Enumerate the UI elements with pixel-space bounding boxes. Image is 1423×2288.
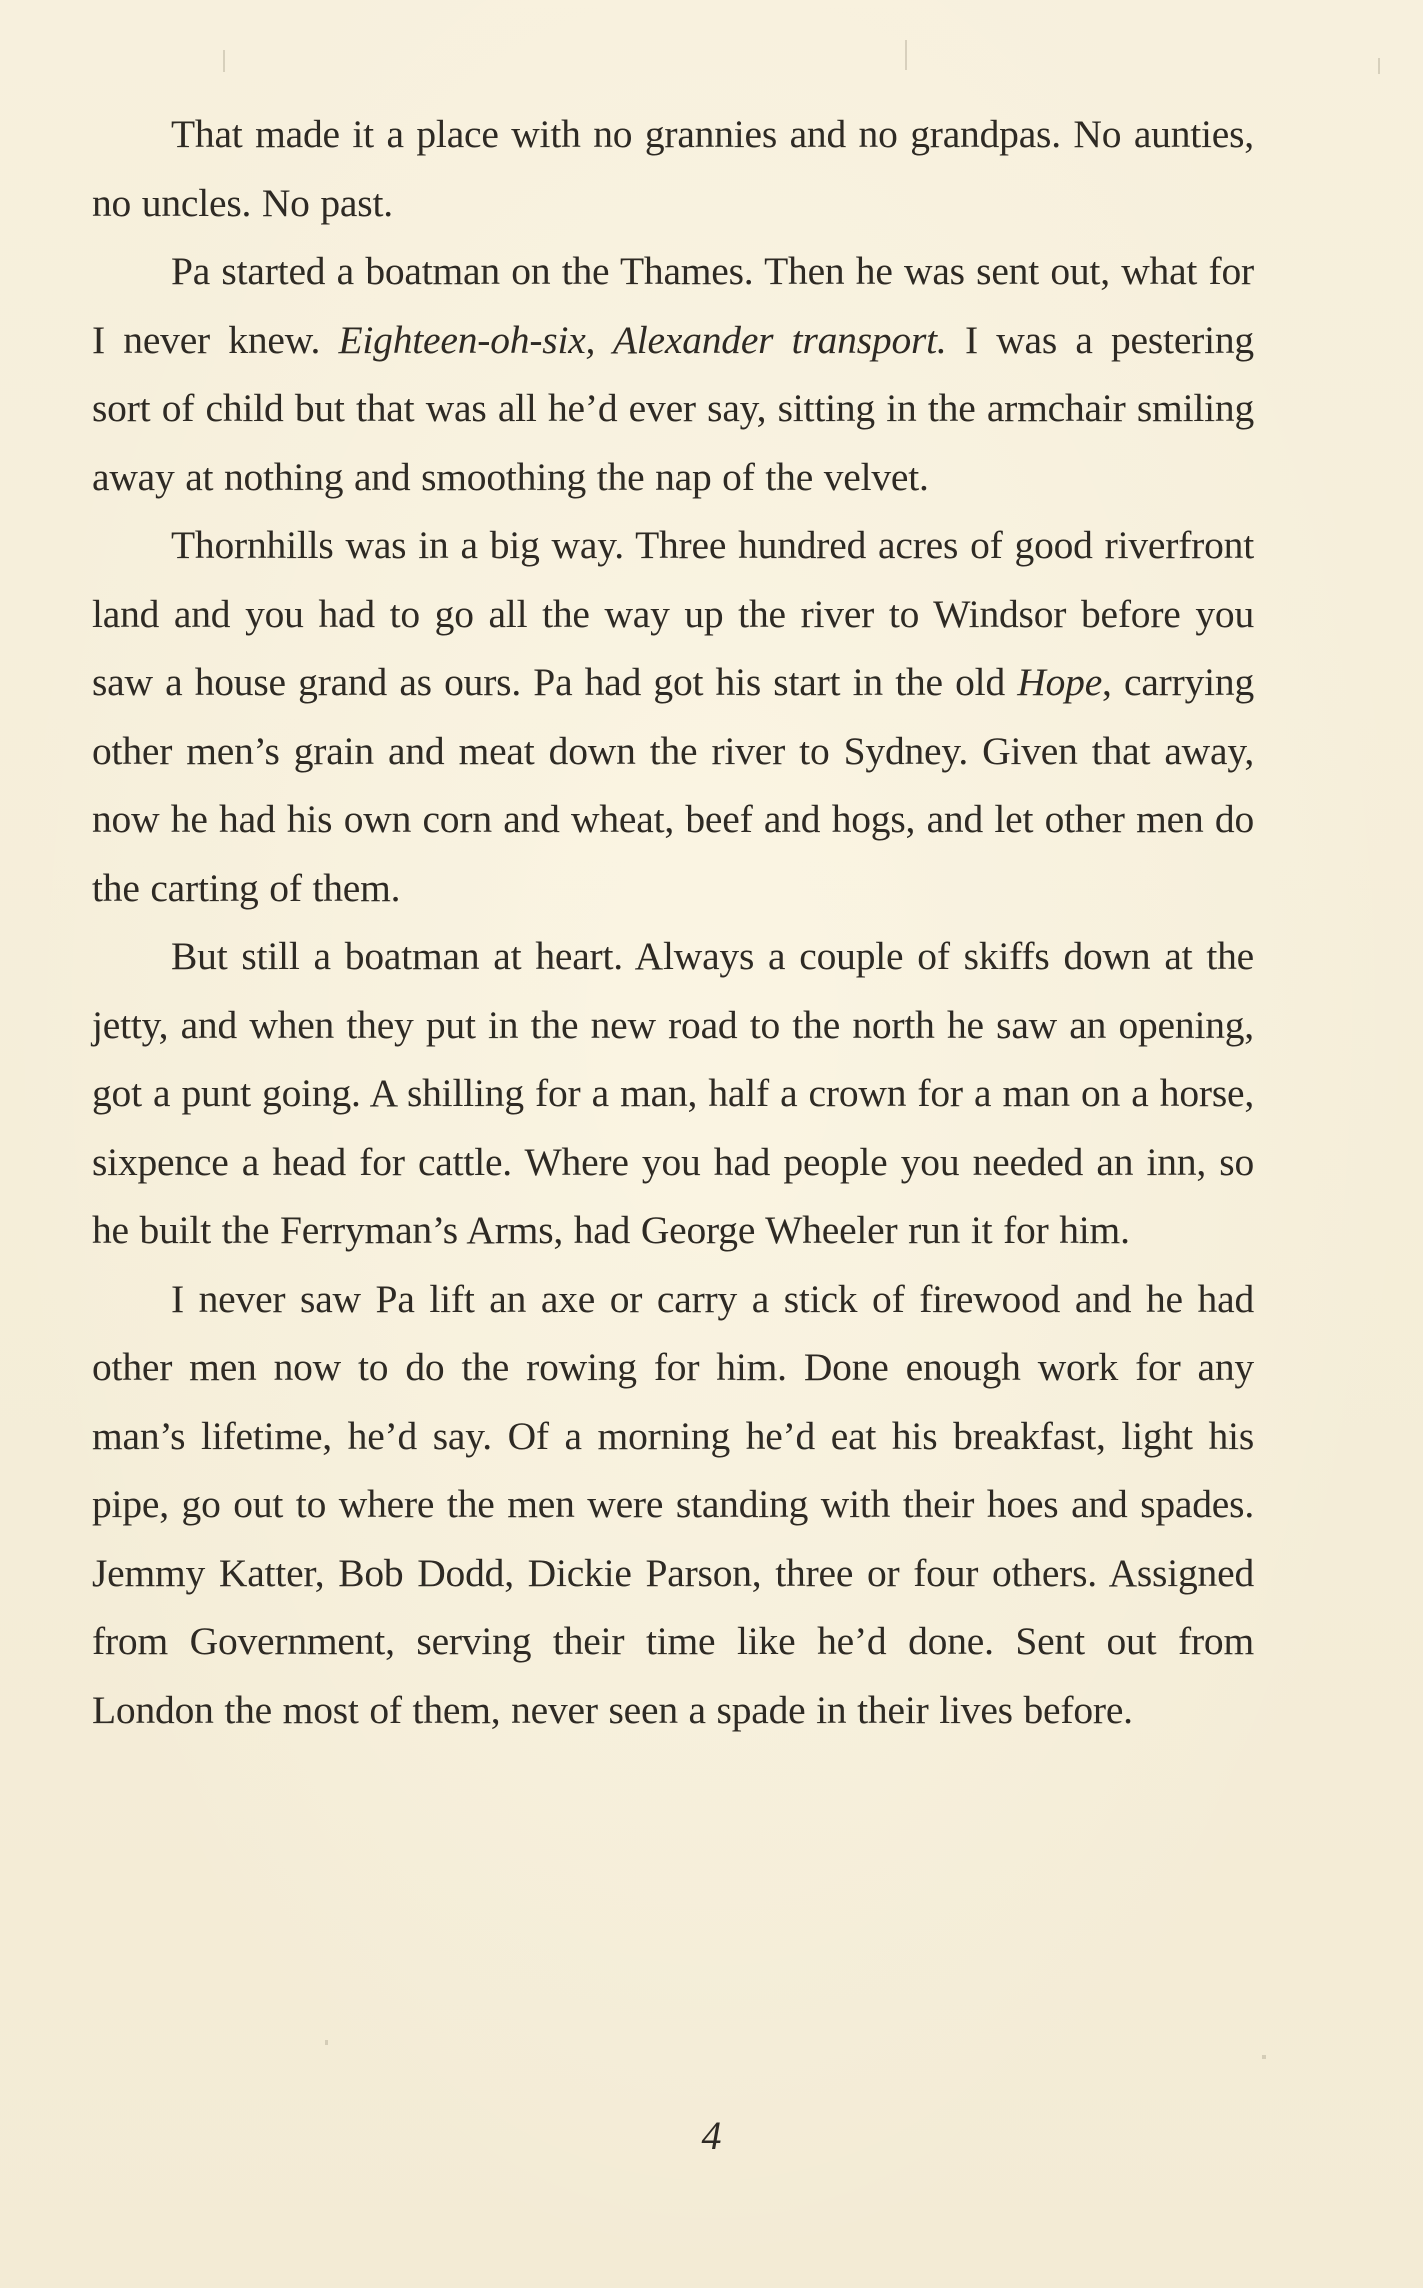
text-run: Pa started a boatman on the Thames. Then he was sent out, what for I never knew. bbox=[92, 249, 1254, 362]
text-run: I was a pestering sort of child but that was all he’d ever say, sitting in the armchair smiling away at nothing and smoothing the nap of the velvet. bbox=[92, 317, 1254, 499]
paper-speck bbox=[1262, 2055, 1266, 2059]
paragraph bbox=[92, 1265, 1254, 1745]
paper-speck bbox=[905, 40, 907, 70]
paragraph bbox=[92, 922, 1254, 1265]
italic-text: Hope bbox=[1017, 660, 1103, 704]
italic-text: Eighteen-oh-six, Alexander transport. bbox=[338, 317, 947, 362]
page-number: 4 bbox=[701, 2113, 722, 2158]
paragraph bbox=[92, 237, 1254, 511]
text-run: I never saw Pa lift an axe or carry a stick of firewood and he had other men now to do the rowing for him. Done enough work for any man’s lifetime, he’d say. Of a morning he’d eat his breakfast, light his pipe, go out to where the men were standing with their hoes and spades. Jemmy Katter, Bob Dodd, Dickie Parson, three or four others. Assigned from Government, serving their time like he’d done. Sent out from London the most of them, never seen a spade in their lives before. bbox=[92, 1276, 1254, 1732]
paragraph bbox=[92, 100, 1254, 237]
text-run: Thornhills was in a big way. Three hundred acres of good riverfront land and you had to go all the way up the river to Windsor before you saw a house grand as ours. Pa had got his start in the old bbox=[92, 523, 1254, 704]
paper-speck bbox=[223, 50, 225, 72]
paper-speck bbox=[325, 2040, 328, 2045]
text-run: That made it a place with no grannies and no grandpas. No aunties, no uncles. No past. bbox=[92, 112, 1254, 225]
text-run: But still a boatman at heart. Always a couple of skiffs down at the jetty, and when they put in the new road to the north he saw an opening, got a punt going. A shilling for a man, half a crown for a man on a horse, sixpence a head for cattle. Where you had people you needed an inn, so he built the Ferryman’s Arms, had George Wheeler run it for him. bbox=[92, 934, 1254, 1252]
paragraph bbox=[92, 511, 1254, 922]
body-text bbox=[92, 100, 1254, 1744]
paper-speck bbox=[1378, 58, 1380, 74]
text-run: , carrying other men’s grain and meat down the river to Sydney. Given that away, now he had his own corn and wheat, beef and hogs, and let other men do the carting of them. bbox=[92, 660, 1254, 910]
